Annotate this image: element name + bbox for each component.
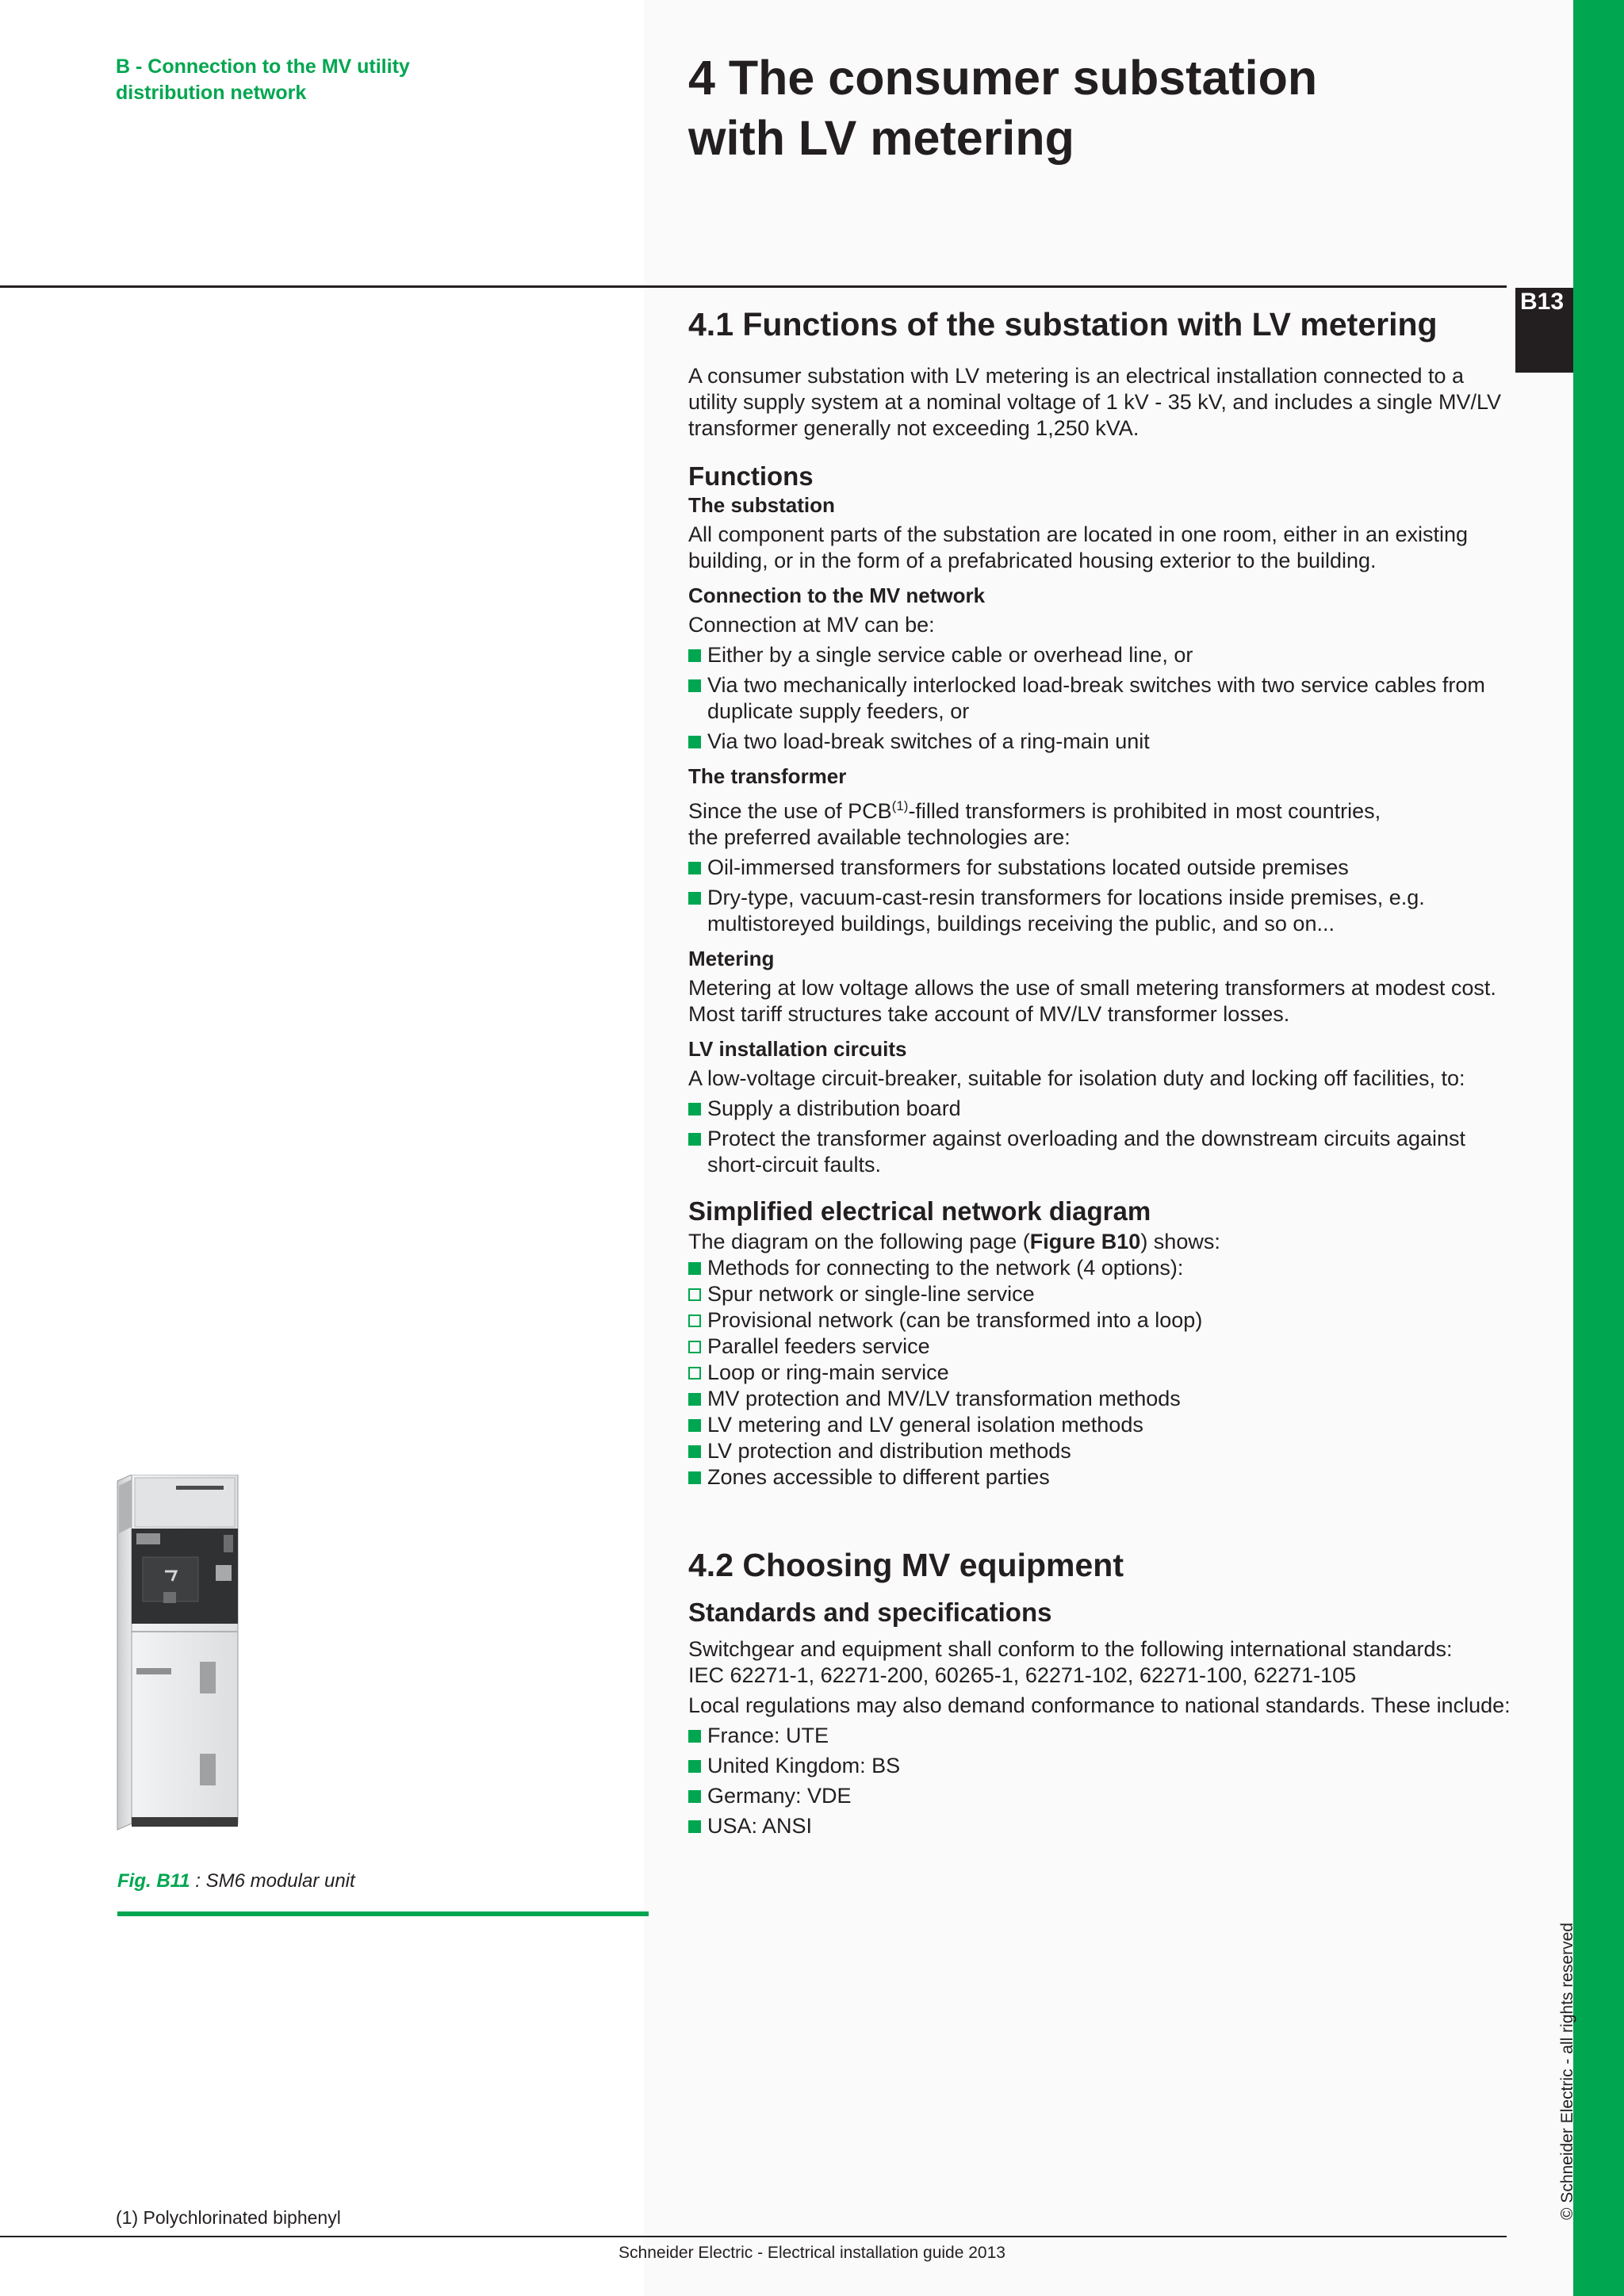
page-footer: Schneider Electric - Electrical installation guide 2013 [619,2244,1005,2262]
connection-item: Via two load-break switches of a ring-main unit [688,729,1513,755]
bullet-square-icon [688,1103,701,1115]
figure-reference: Figure B10 [1029,1230,1141,1253]
diagram-item: LV metering and LV general isolation methods [688,1412,1513,1438]
green-side-bar [1573,0,1624,2296]
chapter-title-line: 4 The consumer substation [688,51,1318,105]
diagram-subitem: Provisional network (can be transformed into a loop) [688,1307,1513,1334]
bottom-rule [0,2236,1507,2237]
chapter-title [688,48,1561,168]
country-item: France: UTE [688,1723,1513,1749]
lv-item: Protect the transformer against overloading and the downstream circuits against short-circuit faults. [688,1126,1513,1178]
transformer-item: Oil-immersed transformers for substations located outside premises [688,855,1513,881]
bullet-square-icon [688,1730,701,1743]
section-header-line: B - Connection to the MV utility [116,55,410,78]
section-4-2-heading: 4.2 Choosing MV equipment [688,1547,1124,1583]
standards-heading: Standards and specifications [688,1598,1052,1627]
figure-caption [117,1869,355,1893]
figure-number: Fig. B11 [117,1870,190,1892]
bullet-square-icon [688,1262,701,1275]
section-header [116,54,481,106]
intro-paragraph: A consumer substation with LV metering is an electrical installation connected to a utility supply system at a nominal voltage of 1 kV - 35 kV, and includes a single MV/LV transformer generally not exceeding 1,250 kVA. [688,364,1502,440]
country-item: USA: ANSI [688,1813,1513,1839]
chapter-title-line: with LV metering [688,111,1074,165]
bullet-square-icon [688,862,701,874]
diagram-subitem: Spur network or single-line service [688,1281,1513,1307]
section-header-line: distribution network [116,82,307,104]
diagram-item: LV protection and distribution methods [688,1438,1513,1464]
bullet-square-icon [688,1445,701,1458]
bullet-square-icon [688,1820,701,1833]
footnote-ref: (1) [891,798,909,813]
lv-circuits-heading: LV installation circuits [688,1037,907,1061]
standards-paragraph: Switchgear and equipment shall conform to the following international standards: IEC 62271-1, 62271-200, 60265-1, 62271-102, 62271-100, 62271-105 [688,1637,1453,1687]
bullet-square-icon [688,736,701,748]
connection-item: Either by a single service cable or overhead line, or [688,642,1513,668]
diagram-item: MV protection and MV/LV transformation methods [688,1386,1513,1412]
bullet-square-icon [688,1133,701,1146]
hollow-square-icon [688,1367,701,1380]
hollow-square-icon [688,1314,701,1327]
diagram-subitem: Parallel feeders service [688,1334,1513,1360]
country-item: Germany: VDE [688,1783,1513,1809]
main-text-column [688,305,1513,1839]
bullet-square-icon [688,649,701,662]
bullet-square-icon [688,1419,701,1432]
bullet-square-icon [688,1790,701,1803]
connection-intro: Connection at MV can be: [688,613,935,637]
transformer-paragraph: Since the use of PCB$^{(1)}$-filled transformers is prohibited in most countries, the preferred available technologies are: [688,798,1381,849]
bullet-square-icon [688,1471,701,1484]
sm6-modular-unit-image [116,1475,243,1833]
transformer-item: Dry-type, vacuum-cast-resin transformers for locations inside premises, e.g. multistoreyed buildings, buildings receiving the public, and so on... [688,885,1513,937]
diagram-subitem: Loop or ring-main service [688,1360,1513,1386]
local-regulations-paragraph: Local regulations may also demand conformance to national standards. These include: [688,1693,1511,1717]
page-number-tab: B13 [1515,288,1573,373]
metering-paragraph: Metering at low voltage allows the use of small metering transformers at modest cost. Most tariff structures take account of MV/LV transformer losses. [688,976,1496,1026]
connection-heading: Connection to the MV network [688,584,986,607]
lv-item: Supply a distribution board [688,1096,1513,1122]
country-item: United Kingdom: BS [688,1753,1513,1779]
transformer-heading: The transformer [688,764,847,788]
figure-caption-text: : SM6 modular unit [190,1870,355,1892]
connection-item: Via two mechanically interlocked load-break switches with two service cables from duplicate supply feeders, or [688,672,1513,725]
figure-rule [117,1911,649,1916]
substation-heading: The substation [688,493,835,517]
diagram-paragraph: The diagram on the following page (Figure B10) shows: [688,1230,1220,1253]
hollow-square-icon [688,1288,701,1301]
bullet-square-icon [688,1760,701,1773]
section-4-1-heading: 4.1 Functions of the substation with LV metering [688,306,1438,342]
footnote: (1) Polychlorinated biphenyl [116,2207,341,2228]
bullet-square-icon [688,1393,701,1406]
hollow-square-icon [688,1341,701,1353]
bullet-square-icon [688,892,701,905]
top-rule [0,285,1507,288]
copyright-notice: © Schneider Electric - all rights reserved [1558,1923,1576,2220]
substation-paragraph: All component parts of the substation are located in one room, either in an existing building, or in the form of a prefabricated housing exterior to the building. [688,522,1469,572]
diagram-item: Zones accessible to different parties [688,1464,1513,1490]
bullet-square-icon [688,679,701,692]
functions-heading: Functions [688,461,814,491]
lv-circuits-paragraph: A low-voltage circuit-breaker, suitable for isolation duty and locking off facilities, to: [688,1066,1465,1090]
diagram-heading: Simplified electrical network diagram [688,1196,1151,1226]
diagram-item: Methods for connecting to the network (4 options): [688,1255,1513,1281]
metering-heading: Metering [688,947,775,970]
